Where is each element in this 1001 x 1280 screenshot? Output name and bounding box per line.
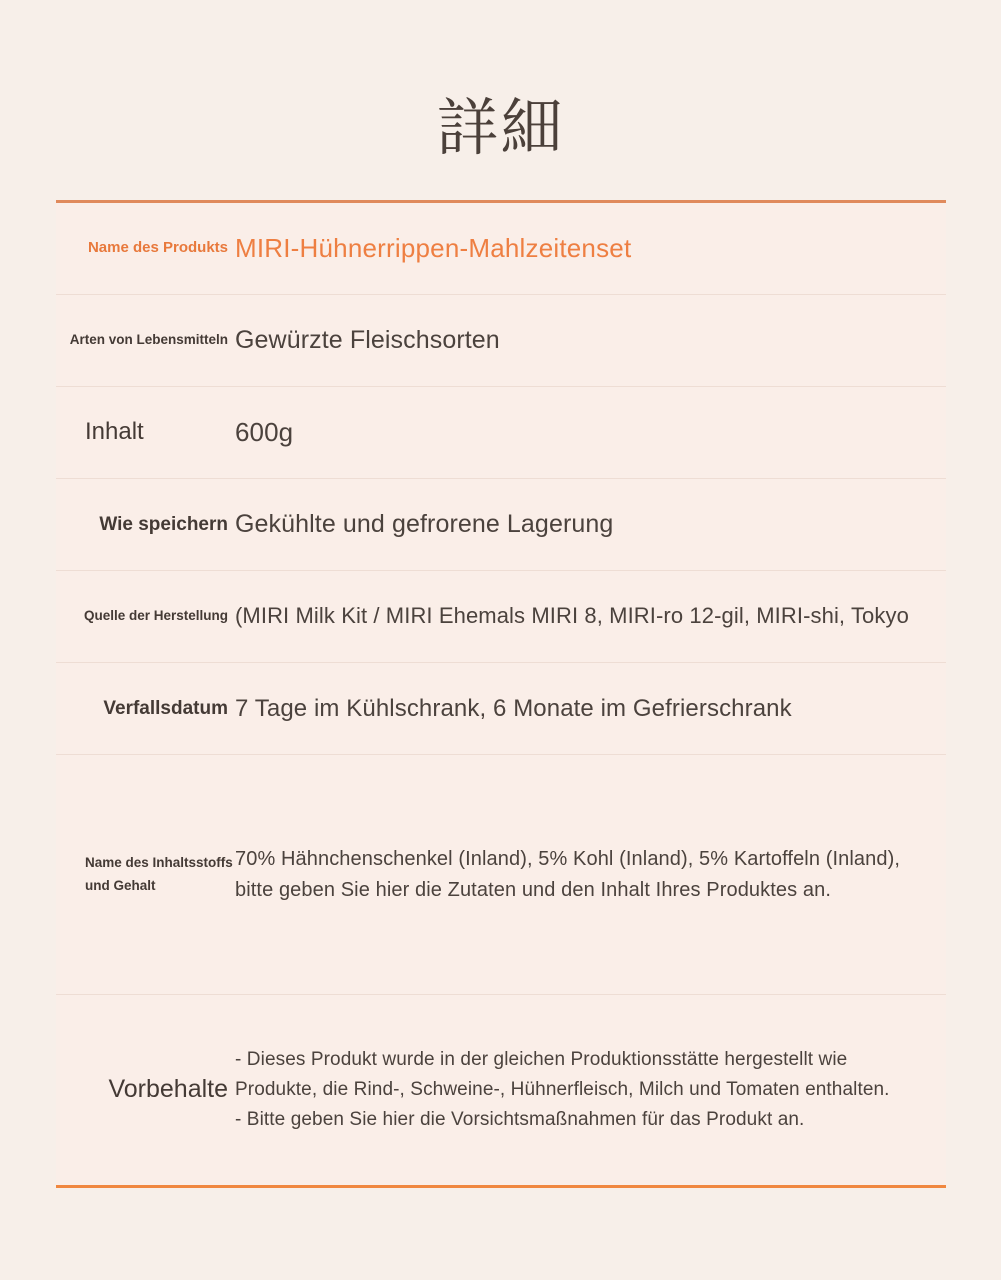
table-row-expiry-date [56, 663, 946, 755]
row-value-line: 600g [235, 416, 294, 447]
row-value-line: Gekühlte und gefrorene Lagerung [235, 510, 614, 539]
row-label-product-name: Name des Produkts [87, 239, 228, 257]
row-label-line: Name des Inhaltsstoffs [85, 855, 233, 871]
row-label-ingredients [56, 852, 235, 897]
table-row-manufacture-source [56, 571, 946, 663]
page-title: 詳細 [436, 94, 565, 163]
table-row-contents [56, 387, 946, 479]
row-label-food-type: Arten von Lebensmitteln [69, 332, 228, 348]
row-label-storage: Wie speichern [99, 513, 228, 535]
row-label-manufacture-source: Quelle der Herstellung [83, 608, 228, 624]
row-value-precautions [235, 1045, 946, 1135]
row-value-line: MIRI-Hühnerrippen-Mahlzeitenset [235, 232, 632, 263]
row-value-line: Produkte, die Rind-, Schweine-, Hühnerfleisch, Milch und Tomaten enthalten. [235, 1078, 890, 1100]
row-label-precautions: Vorbehalte [108, 1075, 228, 1104]
row-label-expiry-date: Verfallsdatum [103, 697, 228, 719]
table-row-product-name [56, 203, 946, 295]
row-value-line: bitte geben Sie hier die Zutaten und den Inhalt Ihres Produktes an. [235, 878, 831, 901]
row-value-ingredients [235, 844, 946, 906]
row-value-line: (MIRI Milk Kit / MIRI Ehemals MIRI 8, MIRI-ro 12-gil, MIRI-shi, Tokyo [235, 603, 909, 629]
row-value-expiry-date [235, 692, 946, 725]
row-value-line: 7 Tage im Kühlschrank, 6 Monate im Gefrierschrank [235, 694, 792, 722]
row-value-line: - Bitte geben Sie hier die Vorsichtsmaßnahmen für das Produkt an. [235, 1109, 805, 1130]
row-value-storage [235, 507, 946, 542]
row-value-food-type [235, 323, 946, 358]
row-value-line: - Dieses Produkt wurde in der gleichen Produktionsstätte hergestellt wie [235, 1048, 848, 1070]
row-value-product-name [235, 231, 946, 267]
row-value-line: Gewürzte Fleischsorten [235, 326, 500, 355]
table-row-precautions [56, 995, 946, 1185]
row-label-contents: Inhalt [85, 418, 144, 446]
table-row-storage [56, 479, 946, 571]
row-value-line: 70% Hähnchenschenkel (Inland), 5% Kohl (Inland), 5% Kartoffeln (Inland), [235, 847, 900, 870]
product-detail-table [56, 200, 946, 1188]
row-value-contents [235, 415, 946, 451]
table-row-food-type [56, 295, 946, 387]
table-row-ingredients [56, 755, 946, 995]
row-label-line: und Gehalt [85, 877, 156, 893]
row-value-manufacture-source [235, 601, 946, 631]
